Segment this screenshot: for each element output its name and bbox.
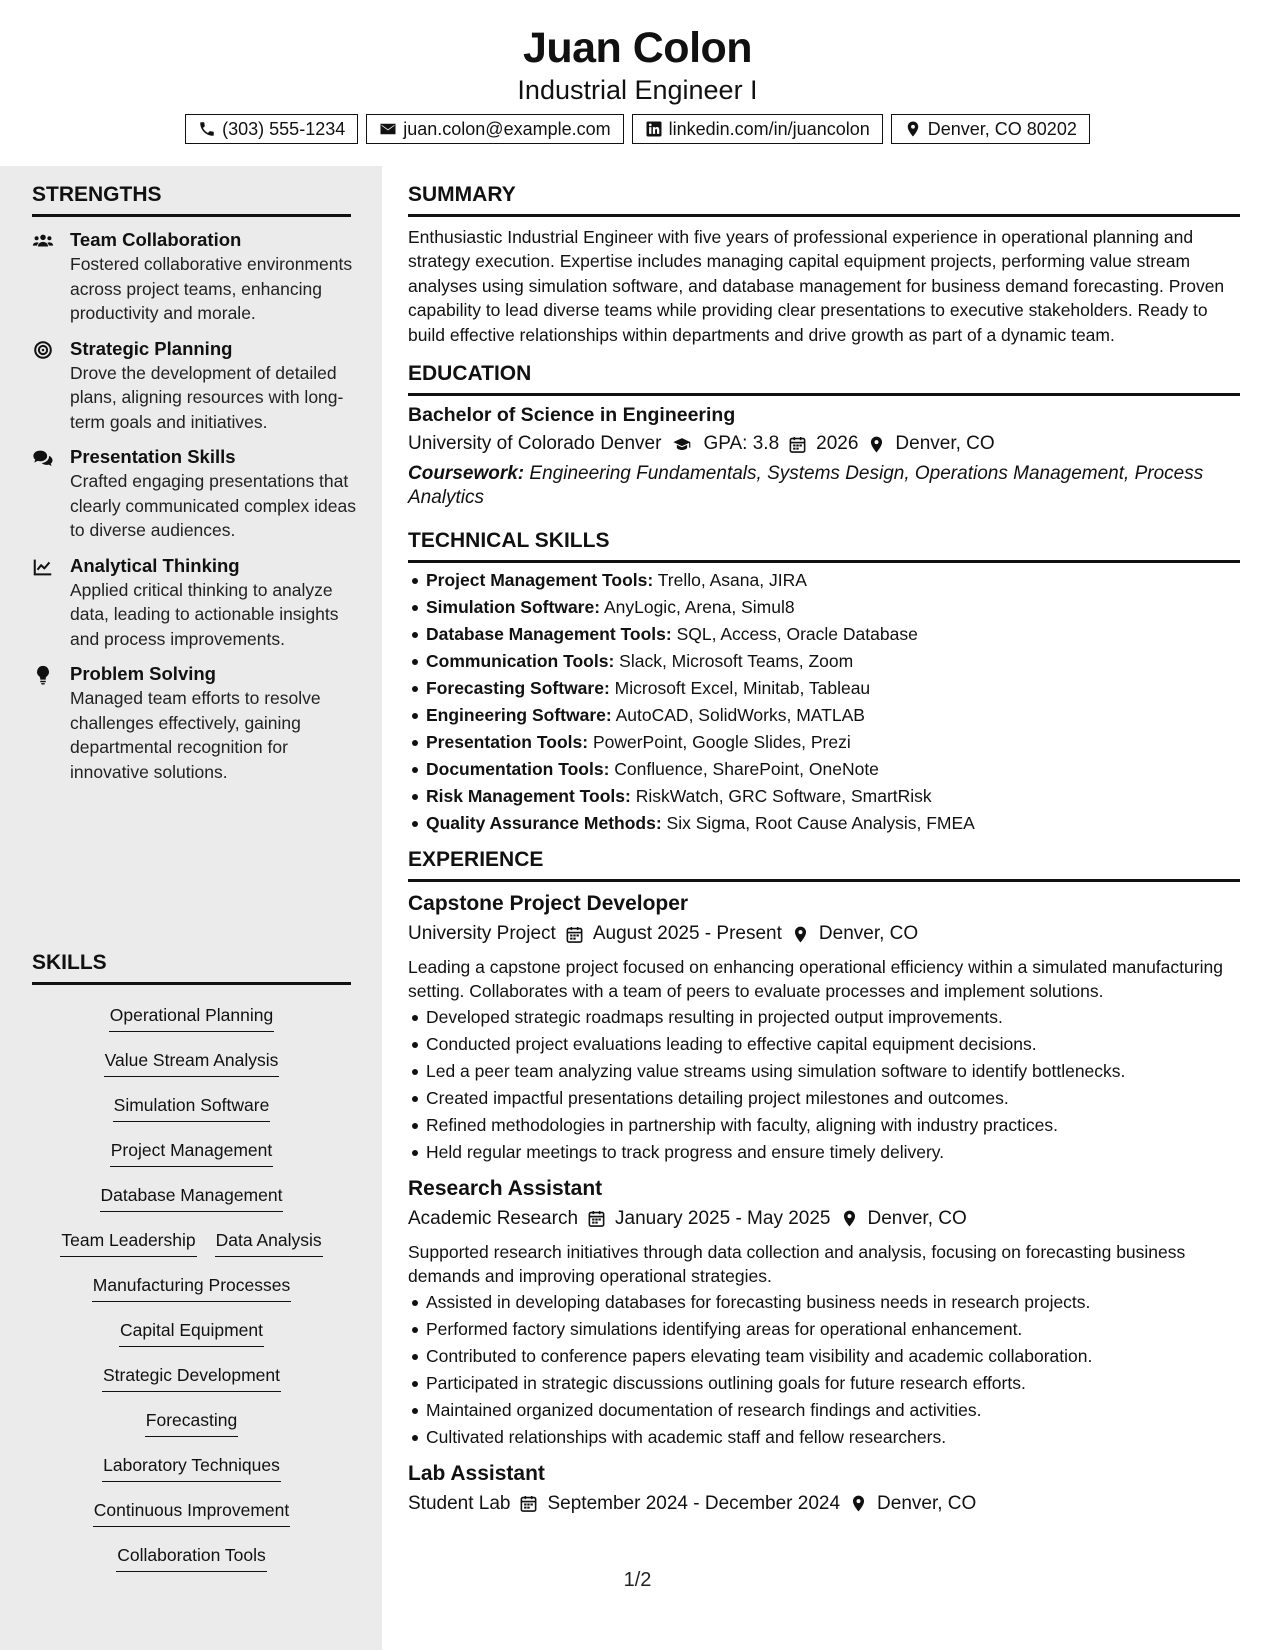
list-item <box>408 675 1240 702</box>
list-item: Held regular meetings to track progress and ensure timely delivery. <box>408 1139 1240 1166</box>
strength-item <box>32 228 362 326</box>
education-meta <box>408 430 1240 458</box>
strength-desc: Drove the development of detailed plans, aligning resources with long-term goals and initiatives. <box>70 362 344 432</box>
job-org: University Project <box>408 923 556 945</box>
list-item <box>408 810 1240 837</box>
list-item <box>408 648 1240 675</box>
skill-tag: Simulation Software <box>113 1093 271 1122</box>
summary-heading: SUMMARY <box>408 182 1240 217</box>
technical-skills-heading: TECHNICAL SKILLS <box>408 528 1240 563</box>
chat-icon <box>32 447 54 469</box>
candidate-name: Juan Colon <box>522 24 753 72</box>
job-org: Academic Research <box>408 1207 579 1229</box>
contact-phone-text: (303) 555-1234 <box>222 119 346 139</box>
job-location: Denver, CO <box>867 1207 967 1229</box>
strength-item <box>32 445 362 543</box>
job-bullets <box>408 1289 1240 1451</box>
experience-heading: EXPERIENCE <box>408 847 1240 882</box>
skills-section <box>32 950 351 1588</box>
chart-line-icon <box>32 556 54 578</box>
tech-skill-label: Project Management Tools: <box>426 570 654 591</box>
strength-title: Presentation Skills <box>70 446 236 467</box>
sidebar <box>0 166 382 1650</box>
skill-tag: Database Management <box>100 1183 284 1212</box>
location-icon <box>849 1494 868 1513</box>
calendar-icon <box>587 1209 606 1228</box>
skill-tag: Capital Equipment <box>119 1318 264 1347</box>
strengths-list <box>32 228 362 795</box>
tech-skill-label: Forecasting Software: <box>426 678 610 699</box>
job-description: Supported research initiatives through data collection and analysis, focusing on forecasting business demands and improving operational strategies. <box>408 1241 1186 1287</box>
list-item <box>408 729 1240 756</box>
tech-skill-label: Quality Assurance Methods: <box>426 813 662 834</box>
education-heading: EDUCATION <box>408 361 1240 396</box>
skill-tag: Project Management <box>110 1138 273 1167</box>
contact-email[interactable] <box>366 114 623 144</box>
tech-skill-label: Communication Tools: <box>426 651 615 672</box>
contact-location <box>891 114 1090 144</box>
strength-desc: Crafted engaging presentations that clearly communicated complex ideas to diverse audiences. <box>70 471 356 540</box>
calendar-icon <box>519 1494 538 1513</box>
tech-skill-value: PowerPoint, Google Slides, Prezi <box>592 732 851 753</box>
tech-skill-value: AutoCAD, SolidWorks, MATLAB <box>615 705 865 726</box>
skill-tag: Laboratory Techniques <box>102 1453 281 1482</box>
tech-skill-label: Presentation Tools: <box>426 732 589 753</box>
job-meta <box>408 1205 1240 1233</box>
list-item <box>408 702 1240 729</box>
tech-skill-value: RiskWatch, GRC Software, SmartRisk <box>635 786 932 807</box>
target-icon <box>32 339 54 361</box>
job-title: Capstone Project Developer <box>408 892 689 916</box>
contact-linkedin-text: linkedin.com/in/juancolon <box>668 119 870 139</box>
skill-tag: Strategic Development <box>102 1363 281 1392</box>
job-bullets <box>408 1004 1240 1166</box>
tech-skill-value: Microsoft Excel, Minitab, Tableau <box>614 678 871 699</box>
graduation-cap-icon <box>670 435 694 454</box>
tech-skill-value: AnyLogic, Arena, Simul8 <box>603 597 795 618</box>
main-column <box>408 166 1240 1527</box>
job-meta <box>408 1490 1240 1518</box>
gpa-text: GPA: 3.8 <box>703 433 780 455</box>
list-item <box>408 594 1240 621</box>
job-title: Lab Assistant <box>408 1461 545 1485</box>
skill-tag: Data Analysis <box>215 1228 323 1257</box>
tech-skill-value: Confluence, SharePoint, OneNote <box>614 759 879 780</box>
list-item: Contributed to conference papers elevating team visibility and academic collaboration. <box>408 1343 1240 1370</box>
tech-skill-label: Database Management Tools: <box>426 624 672 645</box>
list-item: Led a peer team analyzing value streams using simulation software to identify bottlenecks. <box>408 1058 1240 1085</box>
skill-tags <box>32 1003 351 1588</box>
strength-title: Team Collaboration <box>70 229 242 250</box>
phone-icon <box>198 120 216 138</box>
job-entry <box>408 890 1240 1166</box>
job-meta <box>408 920 1240 948</box>
skill-tag: Continuous Improvement <box>93 1498 291 1527</box>
email-icon <box>379 120 397 138</box>
contact-location-text: Denver, CO 80202 <box>927 119 1077 139</box>
job-org: Student Lab <box>408 1492 511 1514</box>
job-description: Leading a capstone project focused on enhancing operational efficiency within a simulated manufacturing setting. Collaborates with a team of peers to evaluate processes and implement solutions. <box>408 957 1223 1002</box>
linkedin-icon <box>645 120 663 138</box>
strength-desc: Managed team efforts to resolve challenges effectively, gaining departmental recognition for innovative solutions. <box>70 688 321 782</box>
list-item: Cultivated relationships with academic staff and fellow researchers. <box>408 1424 1240 1451</box>
coursework-label: Coursework: <box>408 463 525 485</box>
resume-header <box>0 0 1275 166</box>
contact-bar <box>0 114 1275 144</box>
skill-tag: Team Leadership <box>60 1228 196 1257</box>
skill-tag: Value Stream Analysis <box>104 1048 280 1077</box>
tech-skill-label: Simulation Software: <box>426 597 601 618</box>
strength-item <box>32 662 362 784</box>
list-item: Participated in strategic discussions outlining goals for future research efforts. <box>408 1370 1240 1397</box>
job-dates: August 2025 - Present <box>592 923 782 945</box>
job-location: Denver, CO <box>818 923 919 945</box>
location-icon <box>840 1209 859 1228</box>
degree-title: Bachelor of Science in Engineering <box>408 404 736 427</box>
list-item <box>408 567 1240 594</box>
skills-heading: SKILLS <box>32 950 351 985</box>
strength-desc: Fostered collaborative environments across project teams, enhancing productivity and morale. <box>70 254 353 323</box>
contact-linkedin[interactable] <box>632 114 883 144</box>
strength-title: Strategic Planning <box>70 337 233 359</box>
list-item: Developed strategic roadmaps resulting in projected output improvements. <box>408 1004 1240 1031</box>
page-number: 1/2 <box>623 1569 652 1591</box>
lightbulb-icon <box>32 664 54 686</box>
strength-item <box>32 337 362 435</box>
school-location: Denver, CO <box>895 433 995 455</box>
job-entry <box>408 1460 1240 1518</box>
technical-skills-list <box>408 567 1240 837</box>
tech-skill-label: Engineering Software: <box>426 705 612 726</box>
strength-item <box>32 554 362 652</box>
list-item: Refined methodologies in partnership with faculty, aligning with industry practices. <box>408 1112 1240 1139</box>
job-dates: January 2025 - May 2025 <box>615 1207 831 1229</box>
skill-tag: Manufacturing Processes <box>92 1273 291 1302</box>
contact-phone[interactable] <box>185 114 358 144</box>
list-item: Maintained organized documentation of research findings and activities. <box>408 1397 1240 1424</box>
strength-desc: Applied critical thinking to analyze data, leading to actionable insights and process improvements. <box>70 579 339 649</box>
location-icon <box>791 925 810 944</box>
team-icon <box>32 230 54 252</box>
list-item: Created impactful presentations detailing project milestones and outcomes. <box>408 1085 1240 1112</box>
tech-skill-value: Six Sigma, Root Cause Analysis, FMEA <box>666 813 975 834</box>
job-dates: September 2024 - December 2024 <box>547 1492 841 1514</box>
skill-tag: Forecasting <box>145 1408 238 1437</box>
list-item <box>408 756 1240 783</box>
calendar-icon <box>788 435 807 454</box>
strength-title: Analytical Thinking <box>70 554 240 576</box>
list-item: Conducted project evaluations leading to effective capital equipment decisions. <box>408 1031 1240 1058</box>
list-item: Performed factory simulations identifying areas for operational enhancement. <box>408 1316 1240 1343</box>
tech-skill-label: Risk Management Tools: <box>426 786 631 807</box>
location-icon <box>904 120 922 138</box>
skill-tag: Collaboration Tools <box>116 1543 267 1572</box>
tech-skill-value: Trello, Asana, JIRA <box>657 570 807 591</box>
strengths-heading: STRENGTHS <box>32 182 351 217</box>
school-name: University of Colorado Denver <box>408 433 662 455</box>
tech-skill-label: Documentation Tools: <box>426 759 610 780</box>
skill-tag: Operational Planning <box>109 1003 274 1032</box>
coursework-list: Engineering Fundamentals, Systems Design, Operations Management, Process Analytics <box>408 463 1204 509</box>
coursework <box>408 462 1240 510</box>
job-location: Denver, CO <box>877 1492 977 1514</box>
contact-email-text: juan.colon@example.com <box>403 119 611 139</box>
strength-title: Problem Solving <box>70 663 216 684</box>
candidate-title: Industrial Engineer I <box>517 75 758 105</box>
job-title: Research Assistant <box>408 1176 603 1200</box>
tech-skill-value: Slack, Microsoft Teams, Zoom <box>619 651 854 672</box>
tech-skill-value: SQL, Access, Oracle Database <box>676 624 918 645</box>
summary-text: Enthusiastic Industrial Engineer with five years of professional experience in operational planning and strategy execution. Expertise includes managing capital equipment projects, performing value stream analyses using simulation software, and database management for business demand forecasting. Proven capability to lead diverse teams while providing clear presentations to executive stakeholders. Ready to build effective relationships within departments and drive growth as part of a dynamic team. <box>408 227 1225 345</box>
graduation-year: 2026 <box>816 433 859 455</box>
list-item: Assisted in developing databases for forecasting business needs in research projects. <box>408 1289 1240 1316</box>
job-entry <box>408 1175 1240 1451</box>
list-item <box>408 621 1240 648</box>
list-item <box>408 783 1240 810</box>
calendar-icon <box>565 925 584 944</box>
location-icon <box>867 435 886 454</box>
